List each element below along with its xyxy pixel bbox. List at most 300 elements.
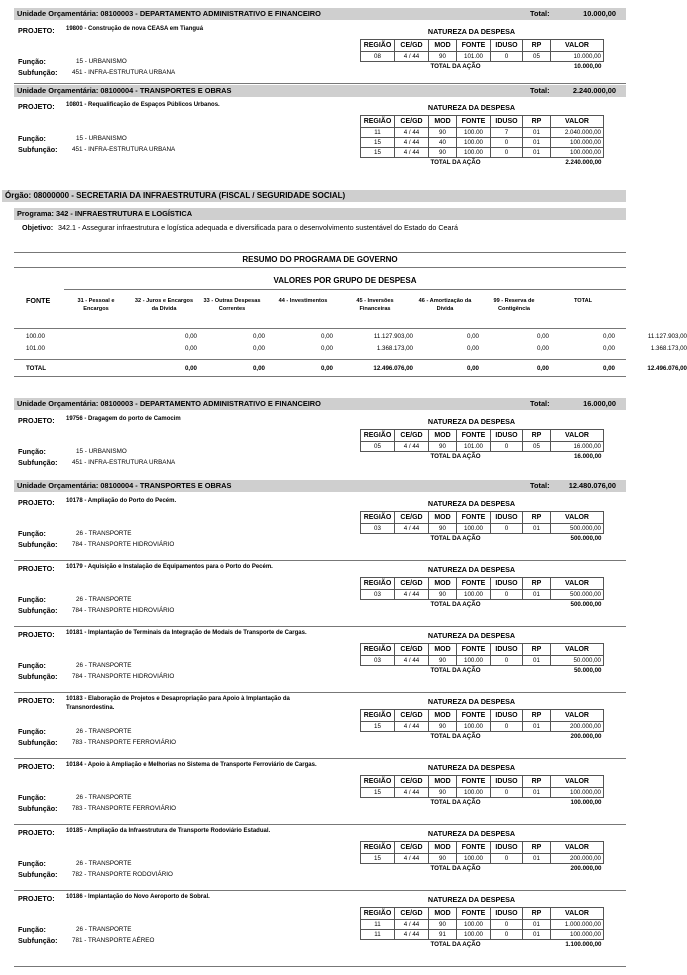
projeto-label: PROJETO: — [18, 894, 55, 903]
table-header — [361, 776, 604, 788]
subfuncao-label: Subfunção: — [18, 145, 58, 154]
cell-iduso: 0 — [491, 656, 523, 666]
cell-regiao: 15 — [361, 788, 395, 798]
cell-valor: 100.000,00 — [551, 138, 604, 148]
col-fonte: FONTE — [457, 710, 491, 722]
cell-fonte: 100.00 — [457, 930, 491, 940]
table-row — [361, 52, 604, 62]
cell-rp: 01 — [523, 930, 551, 940]
unit-header: Unidade Orçamentária: 08100003 - DEPARTAMENTO ADMINISTRATIVO E FINANCEIRO Total: 16.000,00 — [14, 398, 626, 410]
resumo-col-header: 44 - Investimentos — [278, 298, 328, 304]
col-rp: RP — [523, 40, 551, 52]
table-header — [361, 430, 604, 442]
total-row — [361, 732, 604, 742]
subfuncao-value: 451 - INFRA-ESTRUTURA URBANA — [72, 69, 176, 76]
table-row — [361, 656, 604, 666]
resumo-cell: 0,00 — [184, 333, 197, 340]
total-acao-value: 10.000,00 — [551, 62, 604, 72]
col-valor: VALOR — [551, 644, 604, 656]
cell-mod: 90 — [429, 524, 457, 534]
table-row — [361, 788, 604, 798]
cell-fonte: 101.00 — [457, 442, 491, 452]
subfuncao-label: Subfunção: — [18, 540, 58, 549]
cell-rp: 01 — [523, 148, 551, 158]
subfuncao-label: Subfunção: — [18, 458, 58, 467]
cell-fonte: 101.00 — [457, 52, 491, 62]
table-row — [361, 442, 604, 452]
natureza-table — [360, 577, 604, 609]
resumo-col-header: 45 - Inversões Financeiras — [356, 298, 394, 312]
cell-mod: 90 — [429, 920, 457, 930]
cell-rp: 05 — [523, 52, 551, 62]
col-mod: MOD — [429, 430, 457, 442]
total-acao-label: TOTAL DA AÇÃO — [361, 452, 551, 462]
col-fonte: FONTE — [457, 908, 491, 920]
cell-mod: 90 — [429, 148, 457, 158]
resumo-cell: 0,00 — [536, 365, 549, 372]
cell-valor: 100.000,00 — [551, 930, 604, 940]
table-header — [361, 908, 604, 920]
projeto-label: PROJETO: — [18, 498, 55, 507]
total-acao-value: 2.240.000,00 — [551, 158, 604, 168]
col-mod: MOD — [429, 908, 457, 920]
subfuncao-label: Subfunção: — [18, 936, 58, 945]
objetivo-label: Objetivo: — [22, 223, 54, 232]
col-mod: MOD — [429, 776, 457, 788]
resumo-cell: 0,00 — [602, 365, 615, 372]
col-rp: RP — [523, 578, 551, 590]
cell-mod: 90 — [429, 590, 457, 600]
funcao-value: 26 - TRANSPORTE — [76, 530, 132, 537]
divider — [14, 890, 626, 891]
project-title: 10179 - Aquisição e Instalação de Equipamentos para o Porto do Pecém. — [66, 564, 273, 570]
cell-mod: 90 — [429, 788, 457, 798]
total-row — [361, 62, 604, 72]
col-fonte: FONTE — [457, 116, 491, 128]
subfuncao-value: 451 - INFRA-ESTRUTURA URBANA — [72, 459, 176, 466]
cell-valor: 200.000,00 — [551, 854, 604, 864]
natureza-title: NATUREZA DA DESPESA — [427, 631, 516, 640]
natureza-title: NATUREZA DA DESPESA — [427, 565, 516, 574]
project-title: 10178 - Ampliação do Porto do Pecém. — [66, 498, 177, 504]
cell-valor: 100.000,00 — [551, 148, 604, 158]
subfuncao-value: 782 - TRANSPORTE RODOVIÁRIO — [72, 871, 173, 878]
divider — [14, 359, 626, 360]
resumo-cell: 11.127.903,00 — [647, 333, 687, 340]
resumo-col-header: 46 - Amortização da Dívida — [418, 298, 472, 312]
subfuncao-value: 783 - TRANSPORTE FERROVIÁRIO — [72, 739, 177, 746]
total-acao-value: 100.000,00 — [551, 798, 604, 808]
project-title: 19756 - Dragagem do porto de Camocim — [66, 416, 181, 422]
natureza-table — [360, 841, 604, 873]
cell-cegd: 4 / 44 — [395, 788, 429, 798]
table-header — [361, 644, 604, 656]
natureza-title: NATUREZA DA DESPESA — [427, 417, 516, 426]
cell-iduso: 0 — [491, 930, 523, 940]
resumo-cell: 0,00 — [602, 333, 615, 340]
cell-fonte: 100.00 — [457, 788, 491, 798]
projeto-label: PROJETO: — [18, 762, 55, 771]
subfuncao-label: Subfunção: — [18, 606, 58, 615]
resumo-cell: 0,00 — [536, 345, 549, 352]
cell-iduso: 0 — [491, 920, 523, 930]
total-acao-label: TOTAL DA AÇÃO — [361, 732, 551, 742]
resumo-cell: 0,00 — [320, 345, 333, 352]
funcao-value: 15 - URBANISMO — [76, 135, 127, 142]
resumo-cell: 0,00 — [466, 365, 479, 372]
subfuncao-value: 784 - TRANSPORTE HIDROVIÁRIO — [72, 673, 175, 680]
table-header — [361, 842, 604, 854]
cell-fonte: 100.00 — [457, 128, 491, 138]
cell-mod: 90 — [429, 128, 457, 138]
cell-valor: 1.000.000,00 — [551, 920, 604, 930]
project-title: 10801 - Requalificação de Espaços Públicos Urbanos. — [66, 102, 220, 108]
table-header — [361, 116, 604, 128]
natureza-title: NATUREZA DA DESPESA — [427, 27, 516, 36]
resumo-col-header: 33 - Outras Despesas Correntes — [203, 298, 261, 312]
resumo-cell: 0,00 — [252, 345, 265, 352]
total-acao-value: 500.000,00 — [551, 534, 604, 544]
col-fonte: FONTE — [457, 644, 491, 656]
resumo-cell: 0,00 — [184, 345, 197, 352]
col-valor: VALOR — [551, 842, 604, 854]
project-title: 10181 - Implantação de Terminais da Integração de Modais de Transporte de Cargas. — [66, 630, 307, 636]
funcao-label: Função: — [18, 134, 46, 143]
table-header — [361, 710, 604, 722]
col-cegd: CE/GD — [395, 710, 429, 722]
subfuncao-label: Subfunção: — [18, 68, 58, 77]
cell-valor: 200.000,00 — [551, 722, 604, 732]
col-mod: MOD — [429, 116, 457, 128]
projeto-label: PROJETO: — [18, 416, 55, 425]
cell-rp: 01 — [523, 854, 551, 864]
cell-regiao: 08 — [361, 52, 395, 62]
divider — [14, 824, 626, 825]
resumo-cell: 1.368.173,00 — [650, 345, 687, 352]
cell-cegd: 4 / 44 — [395, 138, 429, 148]
col-cegd: CE/GD — [395, 430, 429, 442]
col-cegd: CE/GD — [395, 644, 429, 656]
col-iduso: IDUSO — [491, 430, 523, 442]
divider — [14, 626, 626, 627]
total-row — [361, 158, 604, 168]
col-rp: RP — [523, 430, 551, 442]
cell-rp: 01 — [523, 656, 551, 666]
total-acao-value: 1.100.000,00 — [551, 940, 604, 950]
col-iduso: IDUSO — [491, 40, 523, 52]
col-iduso: IDUSO — [491, 512, 523, 524]
projeto-label: PROJETO: — [18, 564, 55, 573]
divider — [14, 758, 626, 759]
col-rp: RP — [523, 710, 551, 722]
total-row — [361, 452, 604, 462]
table-header — [361, 512, 604, 524]
total-row — [361, 798, 604, 808]
subfuncao-label: Subfunção: — [18, 672, 58, 681]
cell-valor: 500.000,00 — [551, 590, 604, 600]
funcao-label: Função: — [18, 57, 46, 66]
total-acao-label: TOTAL DA AÇÃO — [361, 666, 551, 676]
col-valor: VALOR — [551, 116, 604, 128]
subfuncao-label: Subfunção: — [18, 738, 58, 747]
projeto-label: PROJETO: — [18, 102, 55, 111]
table-row — [361, 524, 604, 534]
resumo-cell: 0,00 — [252, 333, 265, 340]
resumo-cell: 0,00 — [466, 333, 479, 340]
table-row — [361, 148, 604, 158]
cell-regiao: 03 — [361, 590, 395, 600]
resumo-cell: 12.496.076,00 — [647, 365, 687, 372]
table-header — [361, 578, 604, 590]
funcao-value: 26 - TRANSPORTE — [76, 596, 132, 603]
resumo-cell: 0,00 — [320, 333, 333, 340]
col-rp: RP — [523, 644, 551, 656]
col-cegd: CE/GD — [395, 116, 429, 128]
cell-rp: 05 — [523, 442, 551, 452]
natureza-table — [360, 39, 604, 71]
cell-cegd: 4 / 44 — [395, 930, 429, 940]
col-rp: RP — [523, 776, 551, 788]
cell-regiao: 05 — [361, 442, 395, 452]
resumo-col-header: TOTAL — [573, 298, 593, 304]
col-iduso: IDUSO — [491, 776, 523, 788]
col-mod: MOD — [429, 578, 457, 590]
col-fonte: FONTE — [457, 512, 491, 524]
total-acao-value: 16.000,00 — [551, 452, 604, 462]
natureza-table — [360, 115, 604, 167]
col-valor: VALOR — [551, 40, 604, 52]
cell-valor: 10.000,00 — [551, 52, 604, 62]
cell-fonte: 100.00 — [457, 148, 491, 158]
cell-cegd: 4 / 44 — [395, 854, 429, 864]
col-iduso: IDUSO — [491, 644, 523, 656]
col-mod: MOD — [429, 842, 457, 854]
col-iduso: IDUSO — [491, 116, 523, 128]
col-fonte: FONTE — [457, 776, 491, 788]
col-mod: MOD — [429, 710, 457, 722]
funcao-value: 15 - URBANISMO — [76, 448, 127, 455]
subfuncao-label: Subfunção: — [18, 804, 58, 813]
natureza-title: NATUREZA DA DESPESA — [427, 697, 516, 706]
cell-valor: 16.000,00 — [551, 442, 604, 452]
cell-iduso: 0 — [491, 148, 523, 158]
total-acao-label: TOTAL DA AÇÃO — [361, 158, 551, 168]
divider — [14, 692, 626, 693]
table-row — [361, 930, 604, 940]
total-acao-value: 200.000,00 — [551, 732, 604, 742]
divider — [14, 376, 626, 377]
cell-cegd: 4 / 44 — [395, 590, 429, 600]
cell-valor: 2.040.000,00 — [551, 128, 604, 138]
total-acao-label: TOTAL DA AÇÃO — [361, 534, 551, 544]
cell-iduso: 0 — [491, 788, 523, 798]
natureza-title: NATUREZA DA DESPESA — [427, 103, 516, 112]
cell-regiao: 11 — [361, 128, 395, 138]
col-regiao: REGIÃO — [361, 40, 395, 52]
total-row — [361, 534, 604, 544]
subfuncao-value: 784 - TRANSPORTE HIDROVIÁRIO — [72, 541, 175, 548]
col-valor: VALOR — [551, 512, 604, 524]
cell-regiao: 03 — [361, 524, 395, 534]
cell-mod: 91 — [429, 930, 457, 940]
col-fonte: FONTE — [457, 578, 491, 590]
cell-iduso: 0 — [491, 854, 523, 864]
total-acao-label: TOTAL DA AÇÃO — [361, 600, 551, 610]
cell-mod: 90 — [429, 442, 457, 452]
divider — [14, 83, 626, 84]
divider — [64, 289, 626, 290]
resumo-cell: 0,00 — [252, 365, 265, 372]
resumo-fonte-cell: 101.00 — [26, 345, 45, 352]
cell-valor: 500.000,00 — [551, 524, 604, 534]
resumo-cell: 1.368.173,00 — [376, 345, 413, 352]
project-title: 10183 - Elaboração de Projetos e Desapropriação para Apoio à Implantação da Transnordestina. — [66, 696, 290, 711]
total-acao-label: TOTAL DA AÇÃO — [361, 940, 551, 950]
natureza-table — [360, 709, 604, 741]
natureza-table — [360, 775, 604, 807]
cell-iduso: 0 — [491, 138, 523, 148]
natureza-table — [360, 429, 604, 461]
total-acao-value: 200.000,00 — [551, 864, 604, 874]
resumo-cell: 0,00 — [184, 365, 197, 372]
col-valor: VALOR — [551, 776, 604, 788]
cell-rp: 01 — [523, 788, 551, 798]
total-acao-value: 500.000,00 — [551, 600, 604, 610]
col-regiao: REGIÃO — [361, 644, 395, 656]
subfuncao-value: 783 - TRANSPORTE FERROVIÁRIO — [72, 805, 177, 812]
cell-valor: 100.000,00 — [551, 788, 604, 798]
funcao-value: 15 - URBANISMO — [76, 58, 127, 65]
resumo-cell: 0,00 — [536, 333, 549, 340]
unit-header: Unidade Orçamentária: 08100004 - TRANSPORTES E OBRAS Total: 2.240.000,00 — [14, 85, 626, 97]
total-row — [361, 600, 604, 610]
col-mod: MOD — [429, 512, 457, 524]
resumo-title: RESUMO DO PROGRAMA DE GOVERNO — [242, 255, 398, 264]
project-title: 10185 - Ampliação da Infraestrutura de Transporte Rodoviário Estadual. — [66, 828, 271, 834]
cell-regiao: 15 — [361, 722, 395, 732]
projeto-label: PROJETO: — [18, 630, 55, 639]
col-valor: VALOR — [551, 578, 604, 590]
cell-iduso: 0 — [491, 442, 523, 452]
col-regiao: REGIÃO — [361, 908, 395, 920]
col-mod: MOD — [429, 40, 457, 52]
divider — [14, 267, 626, 268]
divider — [14, 560, 626, 561]
unit-header: Unidade Orçamentária: 08100004 - TRANSPORTES E OBRAS Total: 12.480.076,00 — [14, 480, 626, 492]
table-header — [361, 40, 604, 52]
cell-cegd: 4 / 44 — [395, 442, 429, 452]
cell-cegd: 4 / 44 — [395, 656, 429, 666]
resumo-cell: 0,00 — [320, 365, 333, 372]
resumo-fonte: FONTE — [26, 296, 51, 305]
col-iduso: IDUSO — [491, 908, 523, 920]
natureza-title: NATUREZA DA DESPESA — [427, 763, 516, 772]
col-fonte: FONTE — [457, 842, 491, 854]
cell-rp: 01 — [523, 128, 551, 138]
table-row — [361, 138, 604, 148]
funcao-value: 26 - TRANSPORTE — [76, 728, 132, 735]
resumo-fonte-cell: TOTAL — [26, 365, 47, 372]
cell-mod: 90 — [429, 722, 457, 732]
funcao-label: Função: — [18, 595, 46, 604]
col-regiao: REGIÃO — [361, 776, 395, 788]
programa-header: Programa: 342 - INFRAESTRUTURA E LOGÍSTICA — [14, 208, 626, 220]
subfuncao-label: Subfunção: — [18, 870, 58, 879]
col-regiao: REGIÃO — [361, 430, 395, 442]
table-row — [361, 920, 604, 930]
cell-regiao: 15 — [361, 148, 395, 158]
funcao-value: 26 - TRANSPORTE — [76, 860, 132, 867]
table-row — [361, 722, 604, 732]
cell-fonte: 100.00 — [457, 524, 491, 534]
table-row — [361, 128, 604, 138]
cell-regiao: 11 — [361, 920, 395, 930]
col-iduso: IDUSO — [491, 578, 523, 590]
col-regiao: REGIÃO — [361, 578, 395, 590]
col-fonte: FONTE — [457, 430, 491, 442]
natureza-title: NATUREZA DA DESPESA — [427, 829, 516, 838]
cell-mod: 90 — [429, 52, 457, 62]
col-rp: RP — [523, 512, 551, 524]
total-acao-label: TOTAL DA AÇÃO — [361, 62, 551, 72]
col-rp: RP — [523, 908, 551, 920]
cell-cegd: 4 / 44 — [395, 148, 429, 158]
objetivo-text: 342.1 - Assegurar infraestrutura e logística adequada e diversificada para o desenvolvimento sustentável do Estado do Ceará — [58, 223, 458, 232]
funcao-label: Função: — [18, 727, 46, 736]
total-acao-label: TOTAL DA AÇÃO — [361, 864, 551, 874]
cell-rp: 01 — [523, 524, 551, 534]
resumo-cell: 0,00 — [602, 345, 615, 352]
total-row — [361, 666, 604, 676]
resumo-col-header: 99 - Reserva de Contigência — [493, 298, 535, 312]
projeto-label: PROJETO: — [18, 26, 55, 35]
resumo-cell: 11.127.903,00 — [373, 333, 413, 340]
col-regiao: REGIÃO — [361, 116, 395, 128]
col-regiao: REGIÃO — [361, 842, 395, 854]
projeto-label: PROJETO: — [18, 696, 55, 705]
cell-regiao: 11 — [361, 930, 395, 940]
col-cegd: CE/GD — [395, 512, 429, 524]
col-rp: RP — [523, 842, 551, 854]
resumo-group: VALORES POR GRUPO DE DESPESA — [273, 276, 417, 285]
cell-fonte: 100.00 — [457, 138, 491, 148]
cell-cegd: 4 / 44 — [395, 722, 429, 732]
divider — [14, 252, 626, 253]
total-row — [361, 864, 604, 874]
cell-regiao: 15 — [361, 138, 395, 148]
cell-mod: 90 — [429, 854, 457, 864]
col-cegd: CE/GD — [395, 40, 429, 52]
natureza-title: NATUREZA DA DESPESA — [427, 499, 516, 508]
col-iduso: IDUSO — [491, 710, 523, 722]
cell-fonte: 100.00 — [457, 590, 491, 600]
cell-iduso: 0 — [491, 722, 523, 732]
cell-mod: 90 — [429, 656, 457, 666]
project-title: 10184 - Apoio à Ampliação e Melhorias no Sistema de Transporte Ferroviário de Cargas. — [66, 762, 317, 768]
cell-iduso: 0 — [491, 52, 523, 62]
col-rp: RP — [523, 116, 551, 128]
col-valor: VALOR — [551, 710, 604, 722]
funcao-value: 26 - TRANSPORTE — [76, 794, 132, 801]
funcao-label: Função: — [18, 859, 46, 868]
cell-valor: 50.000,00 — [551, 656, 604, 666]
col-valor: VALOR — [551, 430, 604, 442]
cell-iduso: 0 — [491, 590, 523, 600]
col-cegd: CE/GD — [395, 908, 429, 920]
resumo-fonte-cell: 100.00 — [26, 333, 45, 340]
funcao-label: Função: — [18, 447, 46, 456]
funcao-label: Função: — [18, 925, 46, 934]
